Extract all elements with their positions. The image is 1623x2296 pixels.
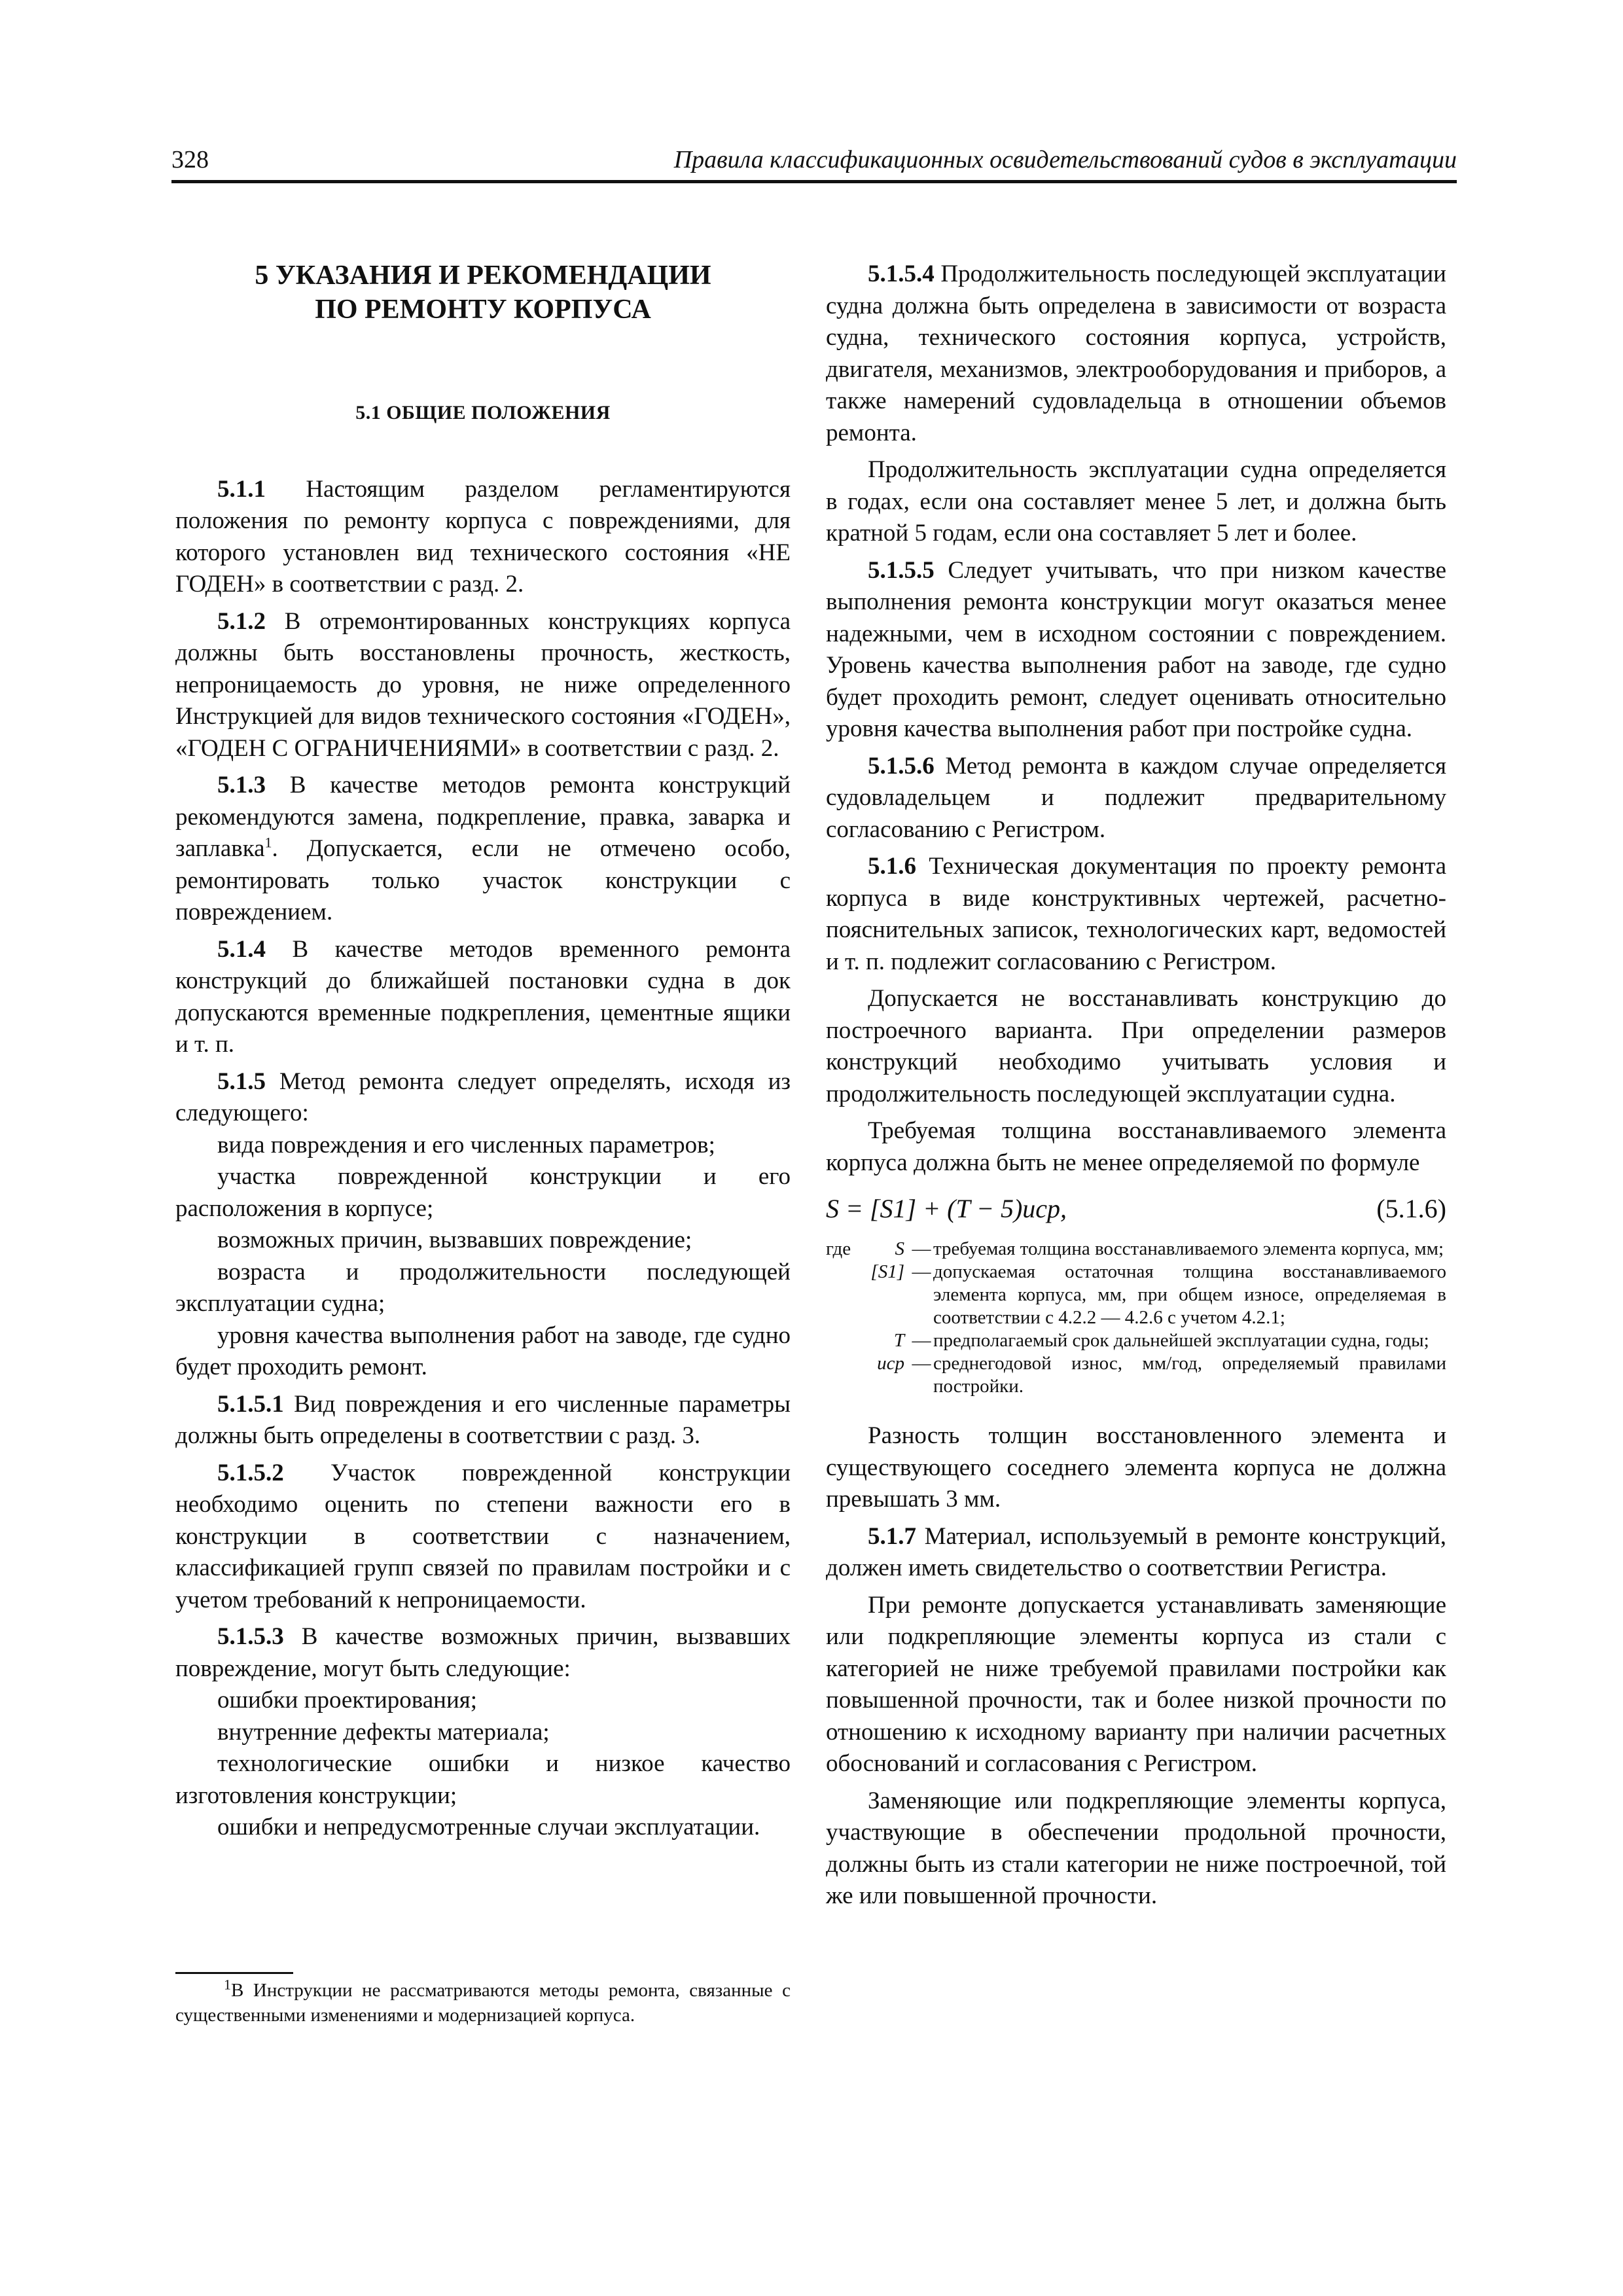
legend-symbol	[826, 1261, 910, 1329]
formula-number: (5.1.6)	[1376, 1194, 1446, 1223]
legend-row	[826, 1352, 1446, 1398]
list-item: возможных причин, вызвавших повреждение;	[217, 1227, 692, 1253]
paragraph-text: В качестве методов временного ремонта конструкций до ближайшей постановки судна в док допускаются временные подкрепления, цементные ящики и т. п.	[175, 935, 791, 1058]
paragraph: Разность толщин восстановленного элемента и существующего соседнего элемента корпуса не должна превышать 3 мм.	[826, 1422, 1446, 1513]
clause-number: 5.1.2	[217, 607, 266, 635]
paragraph-5-1-5-1	[175, 1389, 791, 1452]
clause-number: 5.1.6	[868, 853, 916, 880]
paragraph-text: Следует учитывать, что при низком качестве выполнения ремонта конструкции могут оказаться менее надежными, чем в исходном состоянии с повреждением. Уровень качества выполнения работ на заводе, где судно будет проходить ремонт, следует оценивать относительно уровня качества выполнения работ при постройке судна.	[826, 556, 1446, 742]
legend-text: допускаемая остаточная толщина восстанавливаемого элемента корпуса, мм, при общем износе, определяемая в соответствии с 4.2.2 — 4.2.6 с учетом 4.2.1;	[933, 1261, 1446, 1328]
legend-row	[826, 1238, 1446, 1261]
clause-number: 5.1.7	[868, 1522, 916, 1550]
legend-text: требуемая толщина восстанавливаемого элемента корпуса, мм;	[933, 1238, 1444, 1259]
clause-number: 5.1.5.5	[868, 556, 935, 584]
legend-text: среднегодовой износ, мм/год, определяемый правилами постройки.	[933, 1353, 1446, 1397]
footnote-text: В Инструкции не рассматриваются методы ремонта, связанные с существенными изменениями и модернизацией корпуса.	[175, 1980, 791, 2026]
legend-dash: —	[912, 1261, 931, 1282]
paragraph-5-1-5-4	[826, 259, 1446, 449]
legend-symbol	[826, 1329, 910, 1352]
legend-dash: —	[912, 1238, 931, 1259]
legend-symbol	[859, 1238, 910, 1261]
clause-number: 5.1.5	[217, 1067, 266, 1095]
clause-number: 5.1.5.3	[217, 1623, 284, 1650]
list-item: ошибки проектирования;	[217, 1687, 478, 1713]
formula	[826, 1193, 1446, 1231]
clause-number: 5.1.5.4	[868, 260, 935, 287]
formula-legend	[826, 1238, 1446, 1398]
legend-symbol	[826, 1352, 910, 1398]
legend-dash: —	[912, 1330, 931, 1351]
clause-number: 5.1.4	[217, 935, 266, 963]
footnote-mark: 1	[224, 1976, 231, 1993]
legend-row	[826, 1329, 1446, 1352]
section-title-line1: 5 УКАЗАНИЯ И РЕКОМЕНДАЦИИ	[255, 260, 711, 291]
symbol-text: [S1]	[870, 1261, 904, 1282]
running-title: Правила классификационных освидетельствований судов в эксплуатации	[673, 146, 1457, 173]
paragraph: Требуемая толщина восстанавливаемого элемента корпуса должна быть не менее определяемой по формуле	[826, 1117, 1446, 1176]
footnote-ref: 1	[264, 834, 272, 851]
paragraph-5-1-4	[175, 934, 791, 1061]
clause-number: 5.1.3	[217, 772, 266, 798]
paragraph-text: Настоящим разделом регламентируются положения по ремонту корпуса с повреждениями, для которого установлен вид технического состояния «НЕ ГОДЕН» в соответствии с разд. 2.	[175, 475, 791, 598]
paragraph-text: Вид повреждения и его численные параметры должны быть определены в соответствии с разд. 3.	[175, 1390, 791, 1449]
list-item: ошибки и непредусмотренные случаи эксплуатации.	[217, 1814, 760, 1840]
header-rule	[171, 180, 1457, 183]
list-item: вида повреждения и его численных параметров;	[217, 1131, 715, 1158]
paragraph-text: Метод ремонта в каждом случае определяется судовладельцем и подлежит предварительному согласованию с Регистром.	[826, 752, 1446, 843]
list-item: внутренние дефекты материала;	[217, 1718, 550, 1746]
symbol-text: S	[895, 1238, 904, 1259]
list-item: возраста и продолжительности последующей эксплуатации судна;	[175, 1258, 791, 1317]
paragraph-5-1-1	[175, 474, 791, 601]
list-item: технологические ошибки и низкое качество изготовления конструкции;	[175, 1750, 791, 1809]
paragraph-text: Материал, используемый в ремонте конструкций, должен иметь свидетельство о соответствии Регистра.	[826, 1522, 1446, 1581]
paragraph-text: Техническая документация по проекту ремонта корпуса в виде конструктивных чертежей, расчетно-пояснительных записок, технологических карт, ведомостей и т. п. подлежит согласованию с Регистром.	[826, 853, 1446, 975]
paragraph-5-1-3	[175, 770, 791, 929]
paragraph-text: Продолжительность последующей эксплуатации судна должна быть определена в зависимости от возраста судна, технического состояния корпуса, устройств, двигателя, механизмов, электрооборудования и приборов, а также намерений судовладельца в отношении объемов ремонта.	[826, 260, 1446, 446]
list-item: участка поврежденной конструкции и его расположения в корпусе;	[175, 1163, 791, 1222]
paragraph-5-1-5-3	[175, 1621, 791, 1685]
paragraph-5-1-5-6	[826, 751, 1446, 846]
paragraph-5-1-5-2	[175, 1458, 791, 1617]
paragraph: При ремонте допускается устанавливать заменяющие или подкрепляющие элементы корпуса из стали с категорией не ниже требуемой правилами постройки как повышенной прочности, так и более низкой прочности по отношению к исходному варианту при наличии расчетных обоснований и согласования с Регистром.	[826, 1591, 1446, 1777]
paragraph-text: Метод ремонта следует определять, исходя из следующего:	[175, 1067, 791, 1126]
section-title	[175, 259, 791, 327]
left-column	[175, 259, 791, 1844]
legend-text: предполагаемый срок дальнейшей эксплуатации судна, годы;	[933, 1330, 1429, 1351]
paragraph-text: В качестве возможных причин, вызвавших повреждение, могут быть следующие:	[175, 1623, 791, 1682]
paragraph: Продолжительность эксплуатации судна определяется в годах, если она составляет менее 5 лет, и должна быть кратной 5 годам, если она составляет 5 лет и более.	[826, 456, 1446, 547]
footnote-rule	[175, 1972, 293, 1974]
symbol-text: uср	[877, 1353, 904, 1374]
symbol-text: T	[893, 1330, 904, 1351]
section-title-line2: ПО РЕМОНТУ КОРПУСА	[315, 295, 651, 325]
paragraph-5-1-6	[826, 851, 1446, 978]
paragraph: Допускается не восстанавливать конструкцию до построечного варианта. При определении размеров конструкций необходимо учитывать условия и продолжительность последующей эксплуатации судна.	[826, 985, 1446, 1107]
paragraph-text: . Допускается, если не отмечено особо, ремонтировать только участок конструкции с повреждением.	[175, 835, 791, 925]
clause-number: 5.1.1	[217, 475, 266, 503]
paragraph-5-1-5	[175, 1066, 791, 1130]
paragraph-5-1-5-5	[826, 555, 1446, 745]
page-number: 328	[171, 146, 209, 173]
running-header	[171, 143, 1457, 177]
paragraph-5-1-7	[826, 1521, 1446, 1585]
list-item: уровня качества выполнения работ на заводе, где судно будет проходить ремонт.	[175, 1321, 791, 1380]
footnote	[175, 1978, 791, 2028]
clause-number: 5.1.5.6	[868, 752, 935, 780]
paragraph: Заменяющие или подкрепляющие элементы корпуса, участвующие в обеспечении продольной прочности, должны быть из стали категории не ниже построечной, той же или повышенной прочности.	[826, 1787, 1446, 1909]
paragraph-text: В качестве методов ремонта конструкций рекомендуются замена, подкрепление, правка, заварка и заплавка	[175, 772, 791, 862]
legend-dash: —	[912, 1353, 931, 1374]
clause-number: 5.1.5.2	[217, 1459, 284, 1486]
paragraph-text: Участок поврежденной конструкции необходимо оценить по степени важности его в конструкции в соответствии с назначением, классификацией групп связей по правилам постройки и с учетом требований к непроницаемости.	[175, 1459, 791, 1613]
formula-expression: S = [S1] + (T − 5)uср,	[826, 1194, 1067, 1223]
paragraph-text: В отремонтированных конструкциях корпуса должны быть восстановлены прочность, жесткость, непроницаемость до уровня, не ниже определенного Инструкцией для видов технического состояния «ГОДЕН», «ГОДЕН С ОГРАНИЧЕНИЯМИ» в соответствии с разд. 2.	[175, 607, 791, 762]
subsection-title: 5.1 ОБЩИЕ ПОЛОЖЕНИЯ	[355, 402, 611, 423]
right-column	[826, 259, 1446, 1912]
legend-prefix: где	[826, 1238, 851, 1259]
paragraph-5-1-2	[175, 606, 791, 765]
clause-number: 5.1.5.1	[217, 1390, 284, 1418]
legend-row	[826, 1261, 1446, 1329]
